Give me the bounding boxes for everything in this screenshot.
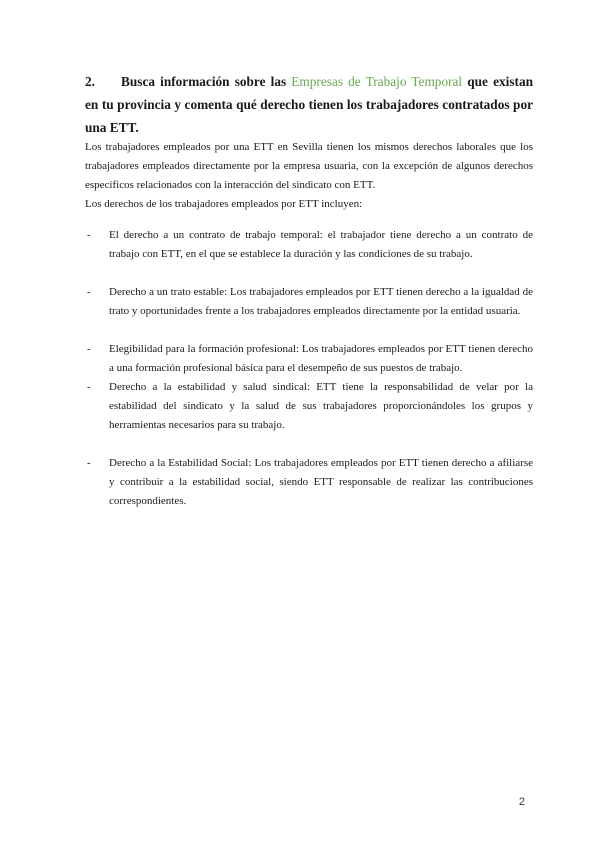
- list-item: [85, 283, 533, 321]
- list-item-text: Elegibilidad para la formación profesional: Los trabajadores empleados por ETT tienen derecho a una formación profesional básica para el desempeño de sus puestos de trabajo.: [109, 343, 533, 374]
- list-dash: -: [87, 343, 91, 355]
- list-item-text: Derecho a la estabilidad y salud sindical: ETT tiene la responsabilidad de velar por la estabilidad del sindicato y la salud de sus trabajadores proporcionándoles los grupos y herramientas necesarios para su trabajo.: [109, 381, 533, 431]
- list-item: [85, 226, 533, 264]
- list-dash: -: [87, 457, 91, 469]
- list-item-text: Derecho a un trato estable: Los trabajadores empleados por ETT tienen derecho a la igualdad de trato y oportunidades frente a los trabajadores empleados directamente por la entidad usuaria.: [109, 286, 533, 317]
- list-item-text: Derecho a la Estabilidad Social: Los trabajadores empleados por ETT tienen derecho a afiliarse y contribuir a la estabilidad social, siendo ETT responsable de realizar las contribuciones correspondientes.: [109, 457, 533, 507]
- list-item: [85, 454, 533, 511]
- list-item: [85, 378, 533, 435]
- question-text-before: Busca información sobre las: [121, 74, 292, 89]
- list-dash: -: [87, 286, 91, 298]
- intro-lead: Los derechos de los trabajadores empleados por ETT incluyen:: [85, 198, 363, 210]
- intro-paragraph: Los trabajadores empleados por una ETT en Sevilla tienen los mismos derechos laborales que los trabajadores empleados directamente por la empresa usuaria, con la excepción de algunos derechos específicos relacionados con la interacción del sindicato con ETT.: [85, 141, 533, 191]
- intro-section: [85, 138, 533, 214]
- list-item: [85, 340, 533, 378]
- rights-list: [85, 226, 533, 511]
- question-number: 2.: [85, 74, 95, 89]
- question-heading: [85, 70, 533, 139]
- list-dash: -: [87, 381, 91, 393]
- question-highlight-link: Empresas de Trabajo Temporal: [291, 74, 463, 89]
- list-dash: -: [87, 229, 91, 241]
- question-text-after: que existan en tu provincia y comenta qué derecho tienen los trabajadores contratados por una ETT.: [85, 74, 533, 135]
- page-number: 2: [518, 796, 525, 808]
- list-item-text: El derecho a un contrato de trabajo temporal: el trabajador tiene derecho a un contrato de trabajo con ETT, en el que se establece la duración y las condiciones de su trabajo.: [109, 229, 533, 260]
